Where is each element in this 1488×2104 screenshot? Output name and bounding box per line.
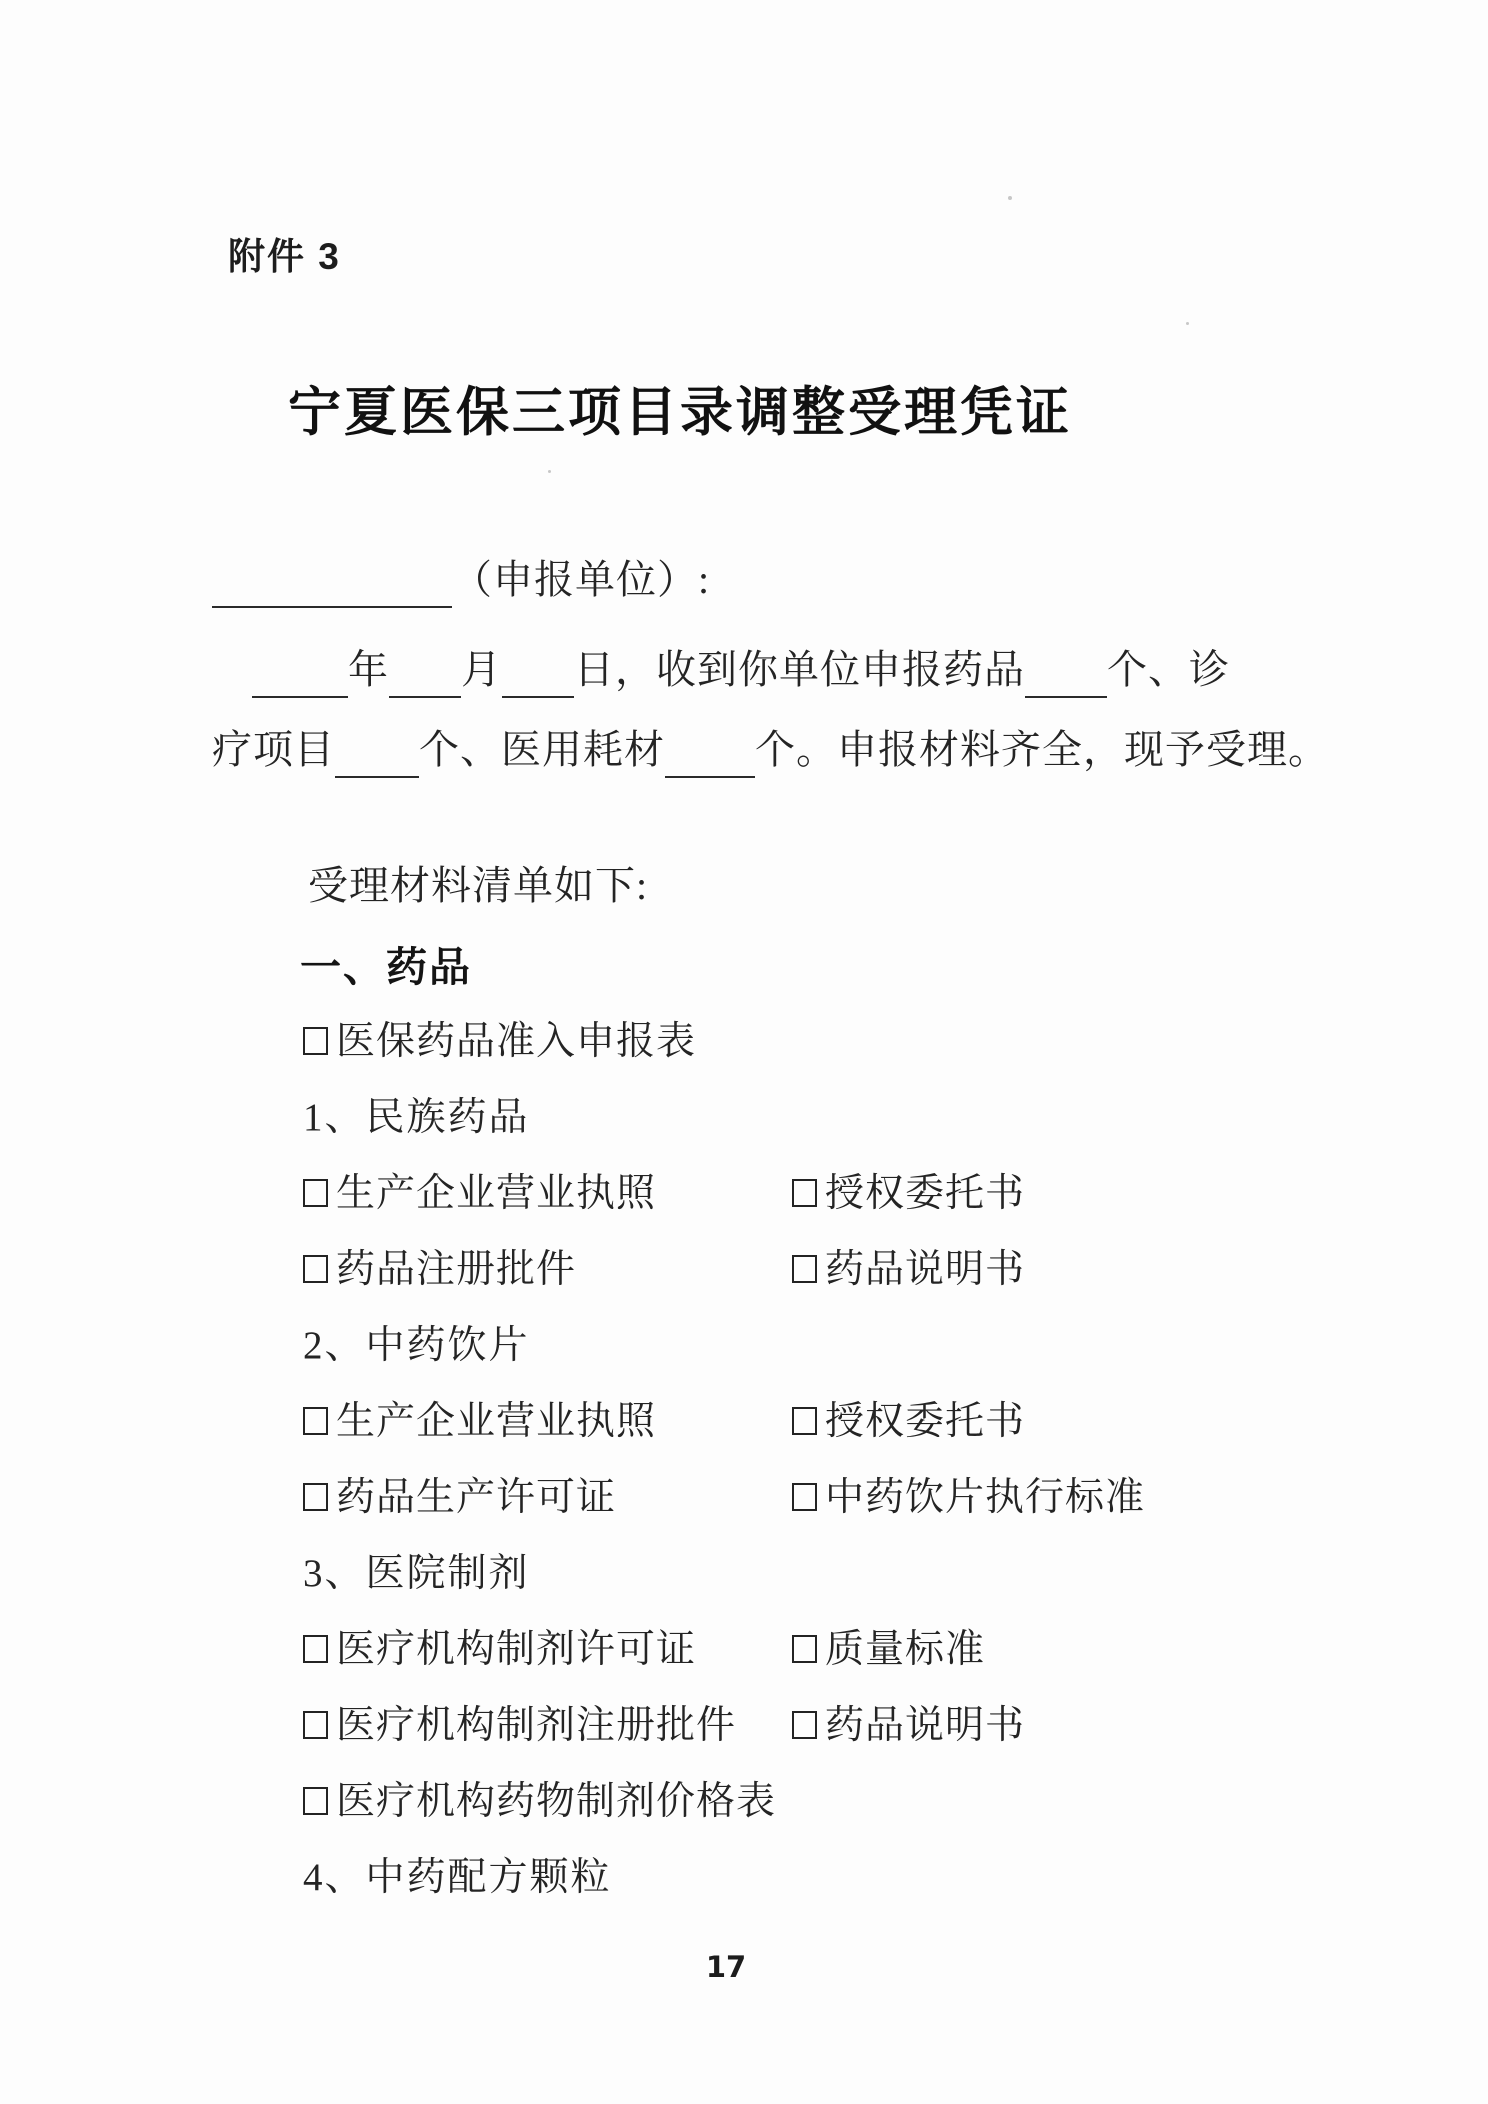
checklist-item [792, 1242, 1025, 1298]
receipt-date-line [252, 642, 1230, 698]
form-text: 个、医用耗材 [419, 727, 665, 772]
checklist-item [792, 1622, 985, 1678]
checklist-item-label: 医保药品准入申报表 [336, 1020, 697, 1063]
checklist-item [303, 1166, 656, 1222]
attachment-label: 附件 3 [228, 236, 341, 277]
checklist-item-label: 医疗机构制剂许可证 [336, 1628, 697, 1671]
declarant-unit-blank[interactable] [212, 558, 452, 608]
checklist-row [0, 1394, 1488, 1470]
checklist-item-label: 医疗机构制剂注册批件 [336, 1704, 737, 1747]
declarant-line [212, 552, 710, 608]
consumable-count-blank[interactable] [665, 728, 755, 778]
checkbox-icon[interactable] [303, 1407, 328, 1435]
scan-speck [1186, 322, 1189, 325]
checkbox-icon[interactable] [792, 1635, 817, 1663]
checklist-item-label: 药品说明书 [825, 1704, 1026, 1747]
form-text: 个。申报材料齐全，现予受理。 [755, 727, 1329, 772]
scan-speck [1008, 196, 1012, 200]
checklist-subheading-row [0, 1318, 1488, 1394]
checkbox-icon[interactable] [792, 1179, 817, 1207]
checklist-item [792, 1166, 1025, 1222]
checkbox-icon[interactable] [303, 1179, 328, 1207]
form-text: （申报单位）: [452, 557, 711, 602]
checklist-item-label: 医疗机构药物制剂价格表 [336, 1780, 777, 1823]
checkbox-icon[interactable] [303, 1711, 328, 1739]
checklist-item [303, 1622, 696, 1678]
form-text: 月 [461, 647, 502, 692]
checklist-item-label: 药品注册批件 [336, 1248, 577, 1291]
checklist-item-label: 药品说明书 [825, 1248, 1026, 1291]
checklist-intro: 受理材料清单如下: [308, 863, 649, 908]
checklist-row [0, 1470, 1488, 1546]
checklist-item [303, 1698, 736, 1754]
checklist-row [0, 1622, 1488, 1698]
checklist-item [303, 1394, 656, 1450]
drug-count-blank[interactable] [1025, 648, 1107, 698]
form-text: 日，收到你单位申报药品 [574, 647, 1025, 692]
scan-speck [548, 470, 551, 473]
checklist-subheading: 1、民族药品 [303, 1096, 530, 1139]
checklist-item-label: 生产企业营业执照 [336, 1172, 657, 1215]
checkbox-icon[interactable] [792, 1255, 817, 1283]
checkbox-icon[interactable] [303, 1483, 328, 1511]
checklist-subheading-row [0, 1546, 1488, 1622]
checklist-subheading: 2、中药饮片 [303, 1324, 530, 1367]
checklist-row [0, 1774, 1488, 1850]
checkbox-icon[interactable] [792, 1711, 817, 1739]
checklist-item-label: 授权委托书 [825, 1400, 1026, 1443]
checklist-item [792, 1394, 1025, 1450]
checklist-item [303, 1774, 776, 1830]
checklist-item-label: 生产企业营业执照 [336, 1400, 657, 1443]
checklist-item [792, 1470, 1145, 1526]
checklist-item-label: 药品生产许可证 [336, 1476, 617, 1519]
checklist-item [303, 1014, 696, 1070]
checklist-row [0, 1698, 1488, 1774]
checklist-subheading-row [0, 1090, 1488, 1166]
checkbox-icon[interactable] [303, 1255, 328, 1283]
checklist-item-label: 授权委托书 [825, 1172, 1026, 1215]
page-title: 宁夏医保三项目录调整受理凭证 [288, 384, 1072, 442]
checkbox-icon[interactable] [792, 1483, 817, 1511]
checklist-subheading-row [0, 1850, 1488, 1926]
section-heading-drugs: 一、药品 [300, 944, 472, 990]
form-text: 年 [348, 647, 389, 692]
day-blank[interactable] [502, 648, 574, 698]
checklist-item [303, 1470, 616, 1526]
checkbox-icon[interactable] [792, 1407, 817, 1435]
checklist-item [792, 1698, 1025, 1754]
checklist-row [0, 1014, 1488, 1090]
form-text: 疗项目 [212, 727, 335, 772]
checklist-subheading: 3、医院制剂 [303, 1552, 530, 1595]
checkbox-icon[interactable] [303, 1027, 328, 1055]
treatment-count-blank[interactable] [335, 728, 419, 778]
month-blank[interactable] [389, 648, 461, 698]
checklist-item-label: 中药饮片执行标准 [825, 1476, 1146, 1519]
checklist-row [0, 1166, 1488, 1242]
checklist-row [0, 1242, 1488, 1318]
checklist [0, 1014, 1488, 1926]
checkbox-icon[interactable] [303, 1787, 328, 1815]
page-number: 17 [705, 1950, 747, 1984]
checklist-item [303, 1242, 576, 1298]
checkbox-icon[interactable] [303, 1635, 328, 1663]
year-blank[interactable] [252, 648, 348, 698]
receipt-counts-line [212, 722, 1329, 778]
form-text: 个、诊 [1107, 647, 1230, 692]
checklist-item-label: 质量标准 [825, 1628, 986, 1671]
checklist-subheading: 4、中药配方颗粒 [303, 1856, 612, 1899]
